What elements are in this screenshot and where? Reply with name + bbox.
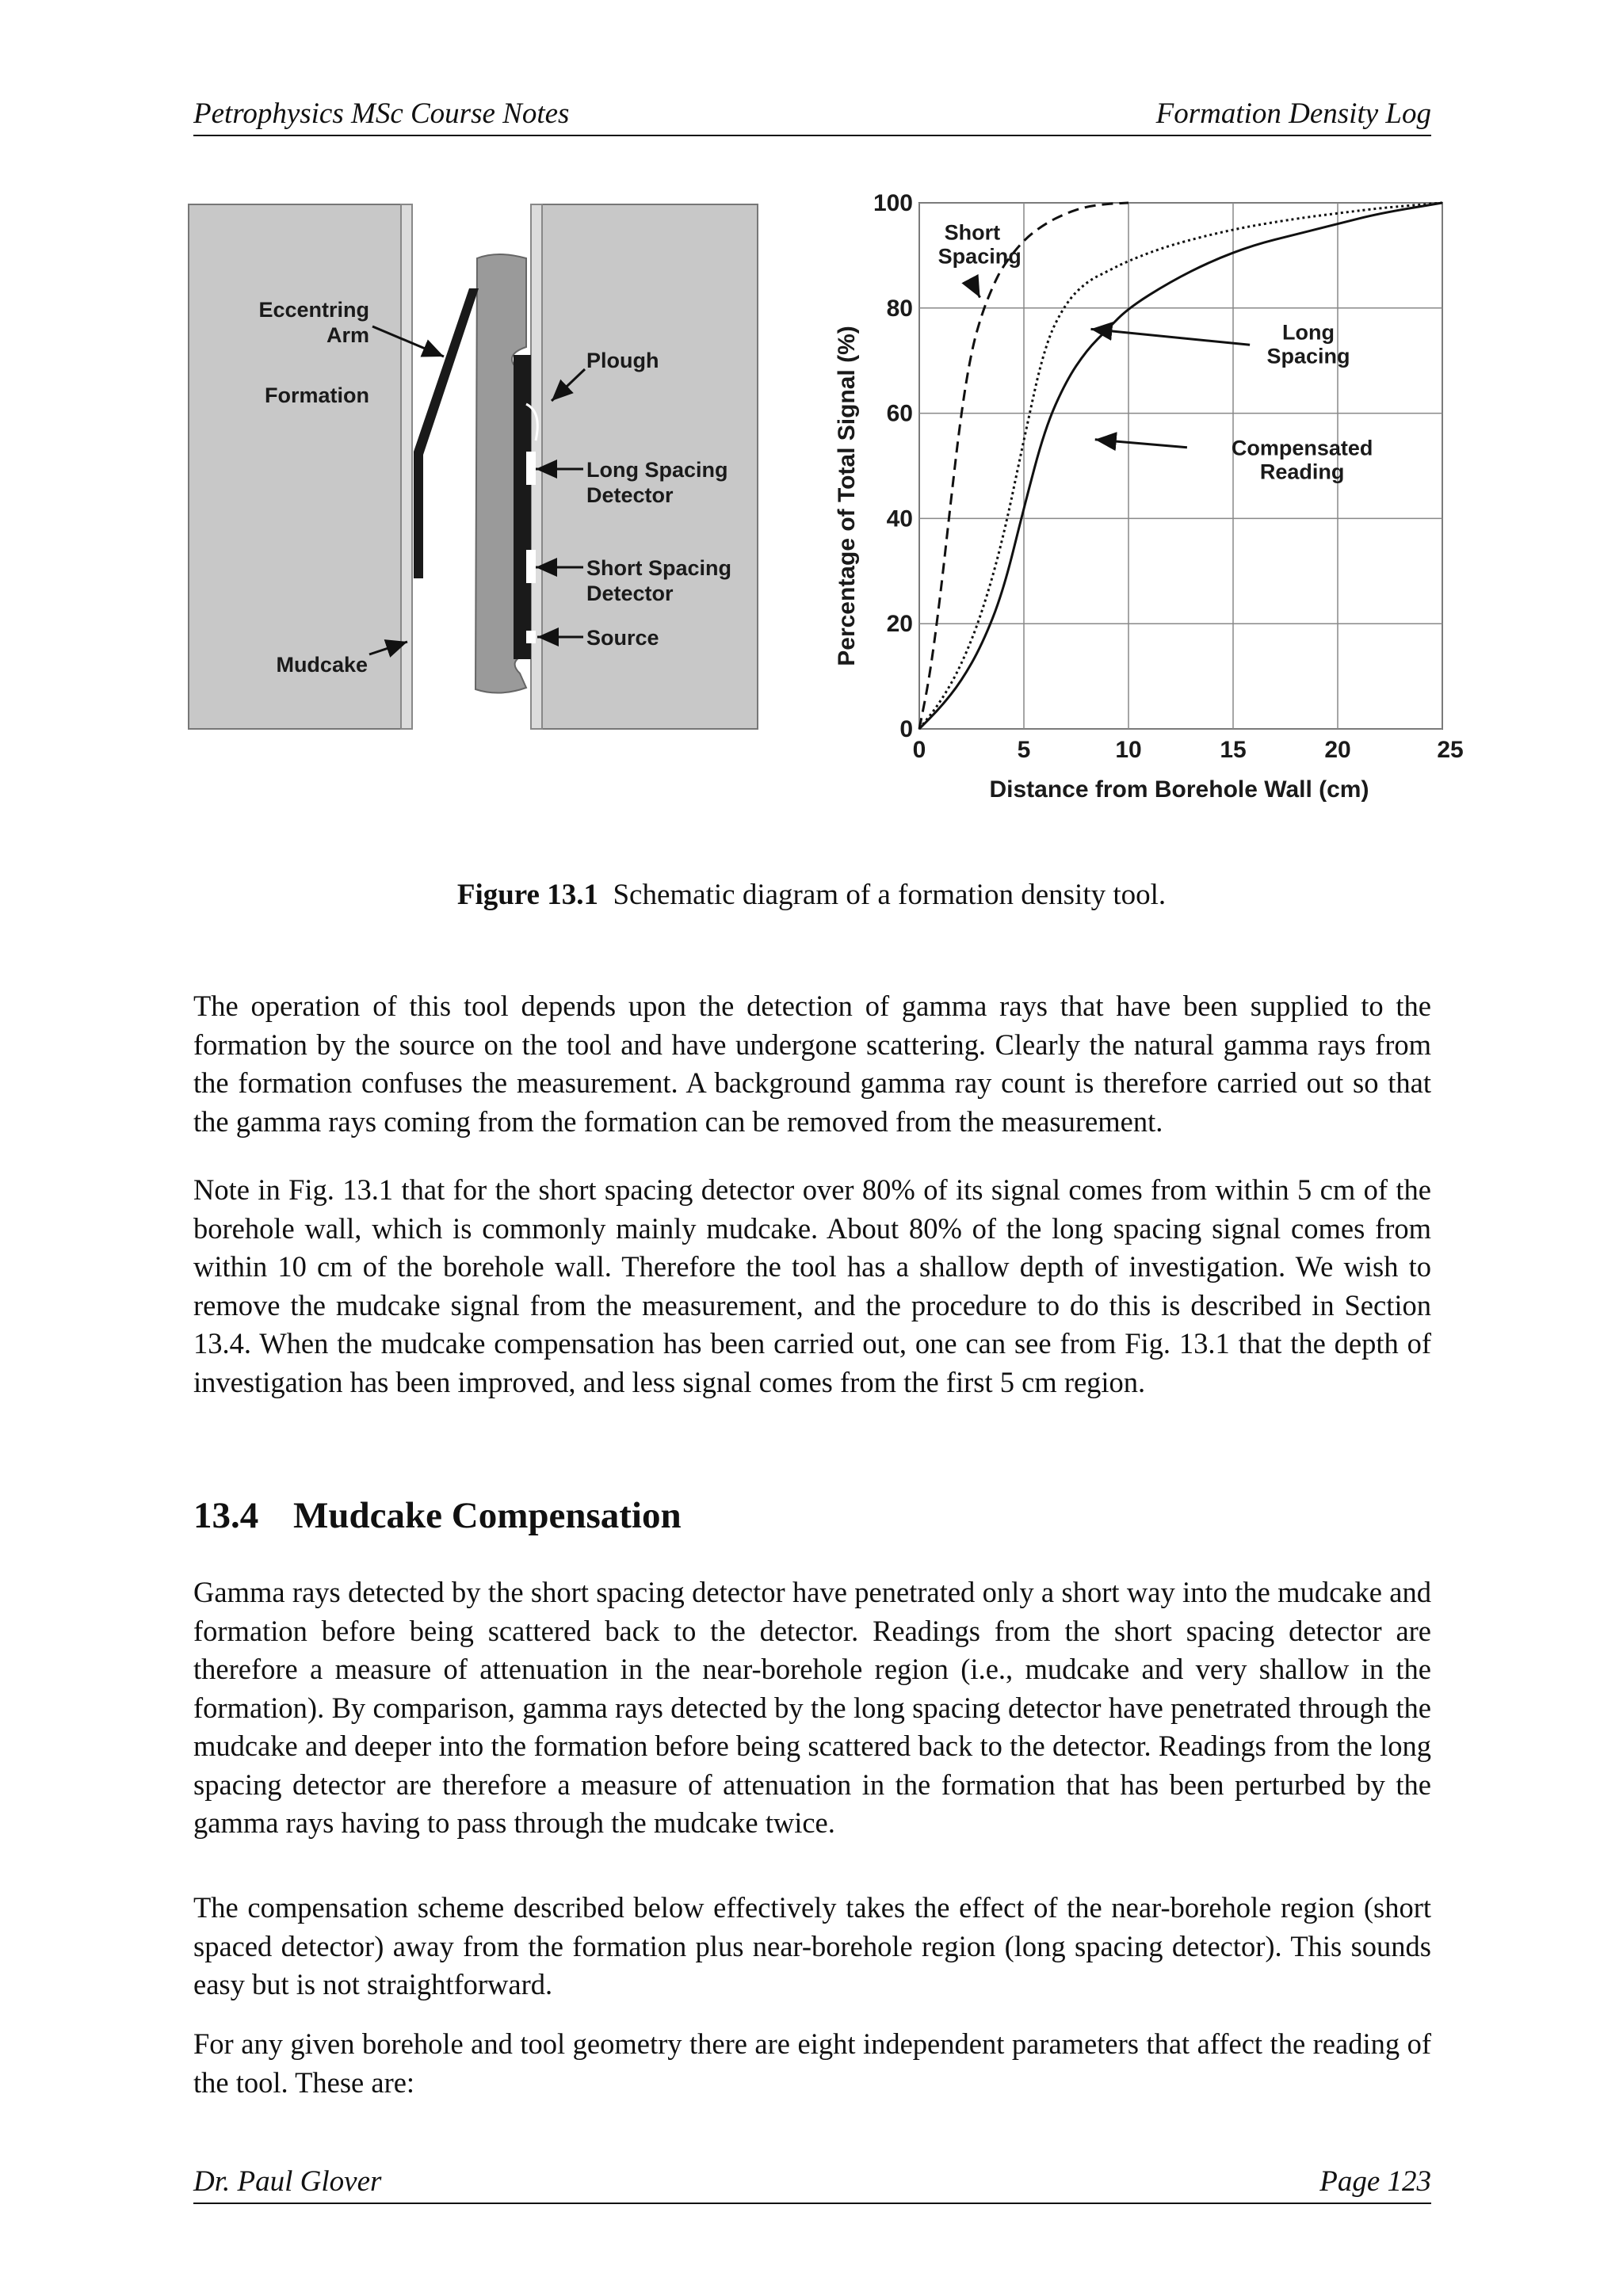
- annotation-label: Spacing: [938, 244, 1022, 269]
- annotation-label: Long: [1282, 320, 1335, 345]
- chart-grid: [919, 203, 1442, 729]
- x-tick-label: 20: [1324, 737, 1351, 763]
- short-spacing-window: [526, 550, 536, 583]
- annotation-label: Compensated: [1231, 436, 1373, 460]
- annotation-arrow: [1095, 440, 1187, 448]
- figure-13-1: [0, 0, 1623, 840]
- label-plough: Plough: [586, 349, 659, 372]
- label-mudcake: Mudcake: [276, 653, 368, 677]
- header-chapter-title: Formation Density Log: [1155, 97, 1431, 130]
- caption-text: Schematic diagram of a formation density tool.: [613, 879, 1167, 911]
- label-long-spacing-2: Detector: [586, 483, 674, 507]
- y-tick-label: 80: [886, 295, 913, 322]
- chart-xlabel: Distance from Borehole Wall (cm): [989, 776, 1369, 803]
- series-line-short-spacing: [919, 203, 1128, 729]
- label-formation: Formation: [265, 383, 369, 407]
- figure-caption: [0, 878, 1623, 912]
- y-tick-label: 20: [886, 611, 913, 638]
- pad: [514, 355, 531, 659]
- header-course-title: Petrophysics MSc Course Notes: [193, 97, 570, 130]
- label-short-spacing-1: Short Spacing: [586, 556, 732, 580]
- label-eccentring: Eccentring: [258, 298, 369, 322]
- section-heading: [193, 1494, 682, 1537]
- formation-left-block: [189, 204, 401, 729]
- chart-ticks: [873, 190, 1464, 763]
- x-tick-label: 25: [1437, 737, 1464, 763]
- series-line-compensated-reading: [919, 203, 1442, 729]
- paragraph-2: Note in Fig. 13.1 that for the short spacing detector over 80% of its signal comes from within 5 cm of the borehole wall, which is commonly mainly mudcake. About 80% of the long spacing signal comes from within 10 cm of the borehole wall. Therefore the tool has a shallow depth of investigation. We wish to remove the mudcake signal from the measurement, and the procedure to do this is described in Section 13.4. When the mudcake compensation has been carried out, one can see from Fig. 13.1 that the depth of investigation has been improved, and less signal comes from the first 5 cm region.: [193, 1173, 1431, 1398]
- annotation-label: Reading: [1259, 460, 1345, 484]
- plot-frame: [919, 203, 1442, 729]
- footer-page-number: Page 123: [1319, 2165, 1431, 2198]
- paragraph-5: For any given borehole and tool geometry there are eight independent parameters that affect the reading of the tool. These are:: [193, 2027, 1431, 2099]
- caption-label: Figure 13.1: [456, 879, 598, 911]
- label-arm: Arm: [326, 323, 369, 347]
- annotation-label: Short: [944, 220, 1001, 245]
- chart-ylabel: Percentage of Total Signal (%): [834, 326, 860, 666]
- x-tick-label: 10: [1115, 737, 1142, 763]
- y-tick-label: 100: [873, 190, 913, 216]
- footer-author: Dr. Paul Glover: [193, 2165, 382, 2198]
- annotation-arrow: [972, 282, 980, 298]
- density-tool-schematic: [0, 0, 792, 761]
- paragraph-4: The compensation scheme described below effectively takes the effect of the near-borehole region (short spaced detector) away from the formation plus near-borehole region (long spacing detector). This sounds easy but is not straightforward.: [193, 1891, 1431, 2000]
- eccentring-arm: [414, 288, 479, 578]
- x-tick-label: 15: [1220, 737, 1247, 763]
- chart-series: [919, 203, 1442, 729]
- label-short-spacing-2: Detector: [586, 582, 674, 605]
- section-title: Mudcake Compensation: [293, 1495, 682, 1536]
- source-window: [526, 631, 536, 643]
- long-spacing-window: [526, 452, 536, 485]
- x-tick-label: 0: [912, 737, 926, 763]
- y-tick-label: 40: [886, 505, 913, 532]
- annotation-label: Spacing: [1266, 344, 1350, 368]
- y-tick-label: 60: [886, 400, 913, 427]
- x-tick-label: 5: [1017, 737, 1031, 763]
- mudcake-strip: [401, 204, 412, 729]
- chart-annotations: [938, 220, 1373, 483]
- label-long-spacing-1: Long Spacing: [586, 458, 728, 482]
- y-tick-label: 0: [899, 716, 913, 742]
- series-line-long-spacing: [919, 203, 1442, 729]
- paragraph-3: Gamma rays detected by the short spacing detector have penetrated only a short way into the mudcake and formation before being scattered back to the detector. Readings from the short spacing detector are therefore a measure of attenuation in the near-borehole region (i.e., mudcake and very shallow in the formation). By comparison, gamma rays detected by the long spacing detector have penetrated through the mudcake and deeper into the formation before being scattered back to the detector. Readings from the long spacing detector are therefore a measure of attenuation in the formation that has been perturbed by the gamma rays having to pass through the mudcake twice.: [193, 1576, 1431, 1839]
- annotation-arrow: [1090, 329, 1250, 345]
- running-footer: [193, 2164, 1431, 2204]
- label-source: Source: [586, 626, 659, 650]
- paragraph-1: The operation of this tool depends upon the detection of gamma rays that have been supplied to the formation by the source on the tool and have undergone scattering. Clearly the natural gamma rays from the formation confuses the measurement. A background gamma ray count is therefore carried out so that the gamma rays coming from the formation can be removed from the measurement.: [193, 990, 1431, 1138]
- section-number: 13.4: [193, 1495, 259, 1536]
